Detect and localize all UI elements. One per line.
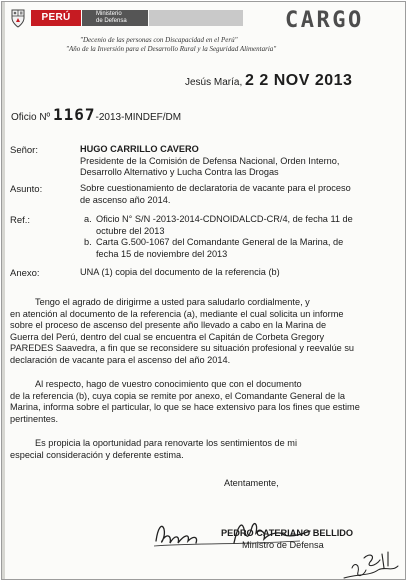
body-line: en atención al documento de la referencia (a), mediante el cual solicita un informe (10, 308, 344, 319)
header-strip (149, 10, 243, 26)
addressee-line2: Desarrollo Alternativo y Lucha Contra las Drogas (80, 167, 279, 177)
body-line: Tengo el agrado de dirigirme a usted para saludarlo cordialmente, y (35, 297, 310, 307)
body-line: declaración de vacante para el ascenso del año 2014. (10, 354, 231, 365)
annex-text: UNA (1) copia del documento de la referencia (b) (80, 267, 280, 277)
reference-item (84, 237, 384, 260)
signer-title: Ministro de Defensa (242, 540, 324, 550)
references-list (84, 214, 384, 260)
references-label: Ref.: (10, 215, 31, 226)
reference-letter: a. (84, 214, 92, 224)
addressee-line1: Presidente de la Comisión de Defensa Nacional, Orden Interno, (80, 155, 340, 166)
body-line: Al respecto, hago de vuestro conocimiento que con el documento (35, 379, 302, 389)
slogan-line2: "Año de la Inversión para el Desarrollo Rural y la Seguridad Alimentaria" (66, 45, 277, 53)
oficio-prefix: Oficio Nº (11, 112, 51, 123)
subject-block (80, 183, 380, 206)
subject-line2: de ascenso año 2014. (80, 194, 171, 205)
handwritten-initials (340, 548, 406, 580)
oficio-number-line (11, 105, 181, 124)
addressee-block (80, 144, 380, 179)
peru-logo-box: PERÚ (31, 10, 81, 26)
cargo-stamp: CARGO (285, 8, 364, 33)
oficio-suffix: -2013-MINDEF/DM (95, 112, 182, 123)
body-line: Es propicia la oportunidad para renovarte los sentimientos de mi (35, 438, 297, 448)
document-page (1, 1, 406, 580)
addressee-label: Señor: (10, 145, 38, 156)
addressee-name: HUGO CARRILLO CAVERO (80, 144, 199, 154)
date-line (185, 72, 352, 90)
oficio-number: 1167 (53, 105, 96, 124)
body-paragraph-1 (10, 297, 380, 366)
national-coat-of-arms-icon (10, 8, 26, 28)
signer-name: PEDRO CATERIANO BELLIDO (221, 528, 354, 538)
body-line: Guerra del Perú, dentro del cual se encuentra el Capitán de Corbeta Gregory (10, 331, 325, 342)
reference-line1: Oficio N° S/N -2013-2014-CDNOIDALCD-CR/4, de fecha 11 de (96, 214, 353, 224)
ministry-logo-box (82, 10, 148, 26)
body-line: Marina, informa sobre el particular, lo que se hace extensivo para los fines que estime (10, 402, 360, 412)
reference-line2: fecha 15 de noviembre del 2013 (96, 248, 228, 259)
reference-line1: Carta G.500-1067 del Comandante General de la Marina, de (96, 237, 344, 247)
subject-line1: Sobre cuestionamiento de declaratoria de vacante para el proceso (80, 183, 351, 193)
date-place: Jesús María, (185, 77, 243, 88)
body-line: de la referencia (b), cuya copia se remite por anexo, el Comandante General de la (10, 390, 346, 401)
body-paragraph-2 (10, 379, 380, 425)
annex-label: Anexo: (10, 268, 40, 279)
body-paragraph-3 (10, 438, 380, 461)
subject-label: Asunto: (10, 184, 43, 195)
body-line: especial consideración y deferente estima. (10, 449, 184, 460)
ministry-line2: de Defensa (96, 18, 127, 24)
reference-letter: b. (84, 237, 92, 247)
scan-edge (2, 2, 5, 580)
reference-line2: octubre del 2013 (96, 225, 165, 236)
body-line: sobre el proceso de ascenso del presente año llevado a cabo en la Marina de (10, 320, 327, 330)
body-line: pertinentes. (10, 413, 59, 424)
reference-item (84, 214, 384, 237)
closing-salutation: Atentamente, (224, 478, 279, 488)
slogan-line1: "Decenio de las personas con Discapacidad en el Perú" (80, 36, 238, 44)
body-line: PAREDES Saavedra, a fin que se reconsidere su situación profesional y reevalúe su (10, 343, 355, 353)
ministry-line1: Ministerio (96, 11, 122, 17)
date-value: 2 2 NOV 2013 (245, 72, 353, 89)
